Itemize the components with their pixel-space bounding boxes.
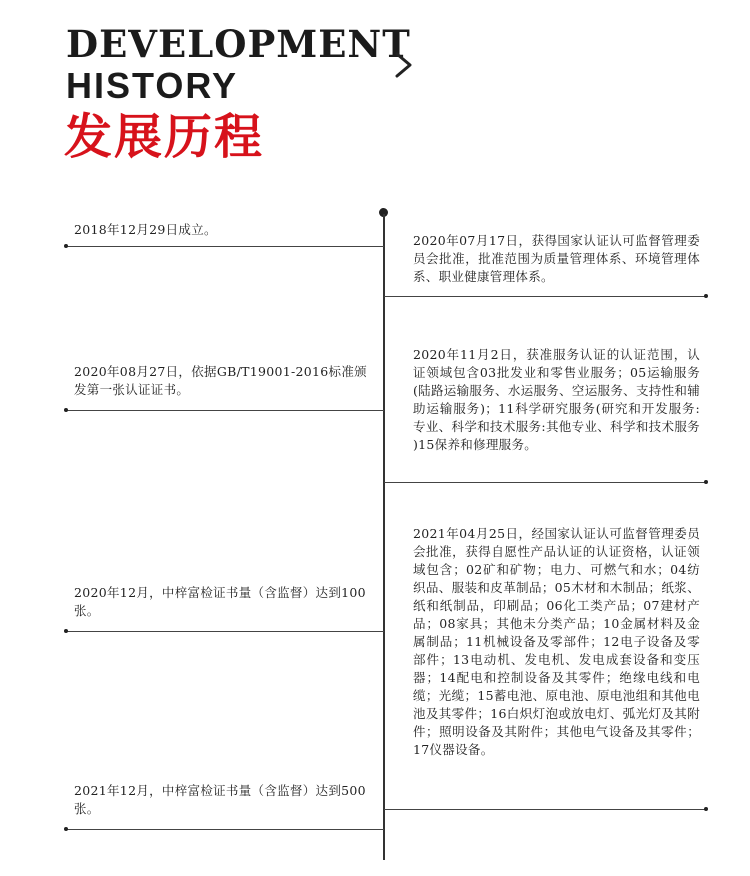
- timeline-divider-right-1: [384, 296, 706, 297]
- timeline-divider-left-2: [66, 410, 384, 411]
- divider-dot: [704, 294, 708, 298]
- timeline-divider-right-2: [384, 482, 706, 483]
- timeline-divider-left-3: [66, 631, 384, 632]
- title-development: DEVELOPMENT: [66, 22, 411, 66]
- timeline-entry-left-4: 2021年12月，中梓富检证书量（含监督）达到500张。: [74, 783, 366, 816]
- title-chinese: 发展历程: [64, 109, 265, 165]
- timeline-entry-left-1: 2018年12月29日成立。: [74, 222, 217, 237]
- divider-dot: [64, 408, 68, 412]
- timeline-divider-right-3: [384, 809, 706, 810]
- timeline-entry-left-2: 2020年08月27日，依据GB/T19001-2016标准颁发第一张认证证书。: [74, 364, 367, 397]
- divider-dot: [704, 807, 708, 811]
- timeline-entry-right-1: 2020年07月17日，获得国家认证认可监督管理委员会批准，批准范围为质量管理体系、环境管理体系、职业健康管理体系。: [413, 233, 700, 284]
- divider-dot: [64, 244, 68, 248]
- divider-dot: [704, 480, 708, 484]
- chevron-right-icon: [388, 50, 418, 80]
- timeline-entry-right-3: 2021年04月25日，经国家认证认可监督管理委员会批准，获得自愿性产品认证的认证资格，认证领域包含；02矿和矿物；电力、可燃气和水；04纺织品、服装和皮革制品；05木材和木制品；纸浆、纸和纸制品，印刷品；06化工类产品；07建材产品；08家具；其他未分类产品；10金属材料及金属制品；11机械设备及零部件；12电子设备及零部件；13电动机、发电机、发电成套设备和变压器；14配电和控制设备及其零件；绝缘电线和电缆；光缆；15蓄电池、原电池、原电池组和其他电池及其零件；16白炽灯泡或放电灯、弧光灯及其附件；照明设备及其附件；其他电气设备及其零件；17仪器设备。: [413, 526, 700, 757]
- timeline-divider-left-1: [66, 246, 384, 247]
- timeline-entry-right-2: 2020年11月2日，获准服务认证的认证范围，认证领域包含03批发业和零售业服务；05运输服务(陆路运输服务、水运服务、空运服务、支持性和辅助运输服务)；11科学研究服务(研究和开发服务:专业、科学和技术服务:其他专业、科学和技术服务 )15保养和修理服务。: [413, 347, 700, 452]
- title-history: HISTORY: [66, 65, 239, 106]
- timeline-spine: [383, 214, 385, 860]
- timeline-divider-left-4: [66, 829, 384, 830]
- divider-dot: [64, 629, 68, 633]
- divider-dot: [64, 827, 68, 831]
- timeline-entry-left-3: 2020年12月，中梓富检证书量（含监督）达到100张。: [74, 585, 366, 618]
